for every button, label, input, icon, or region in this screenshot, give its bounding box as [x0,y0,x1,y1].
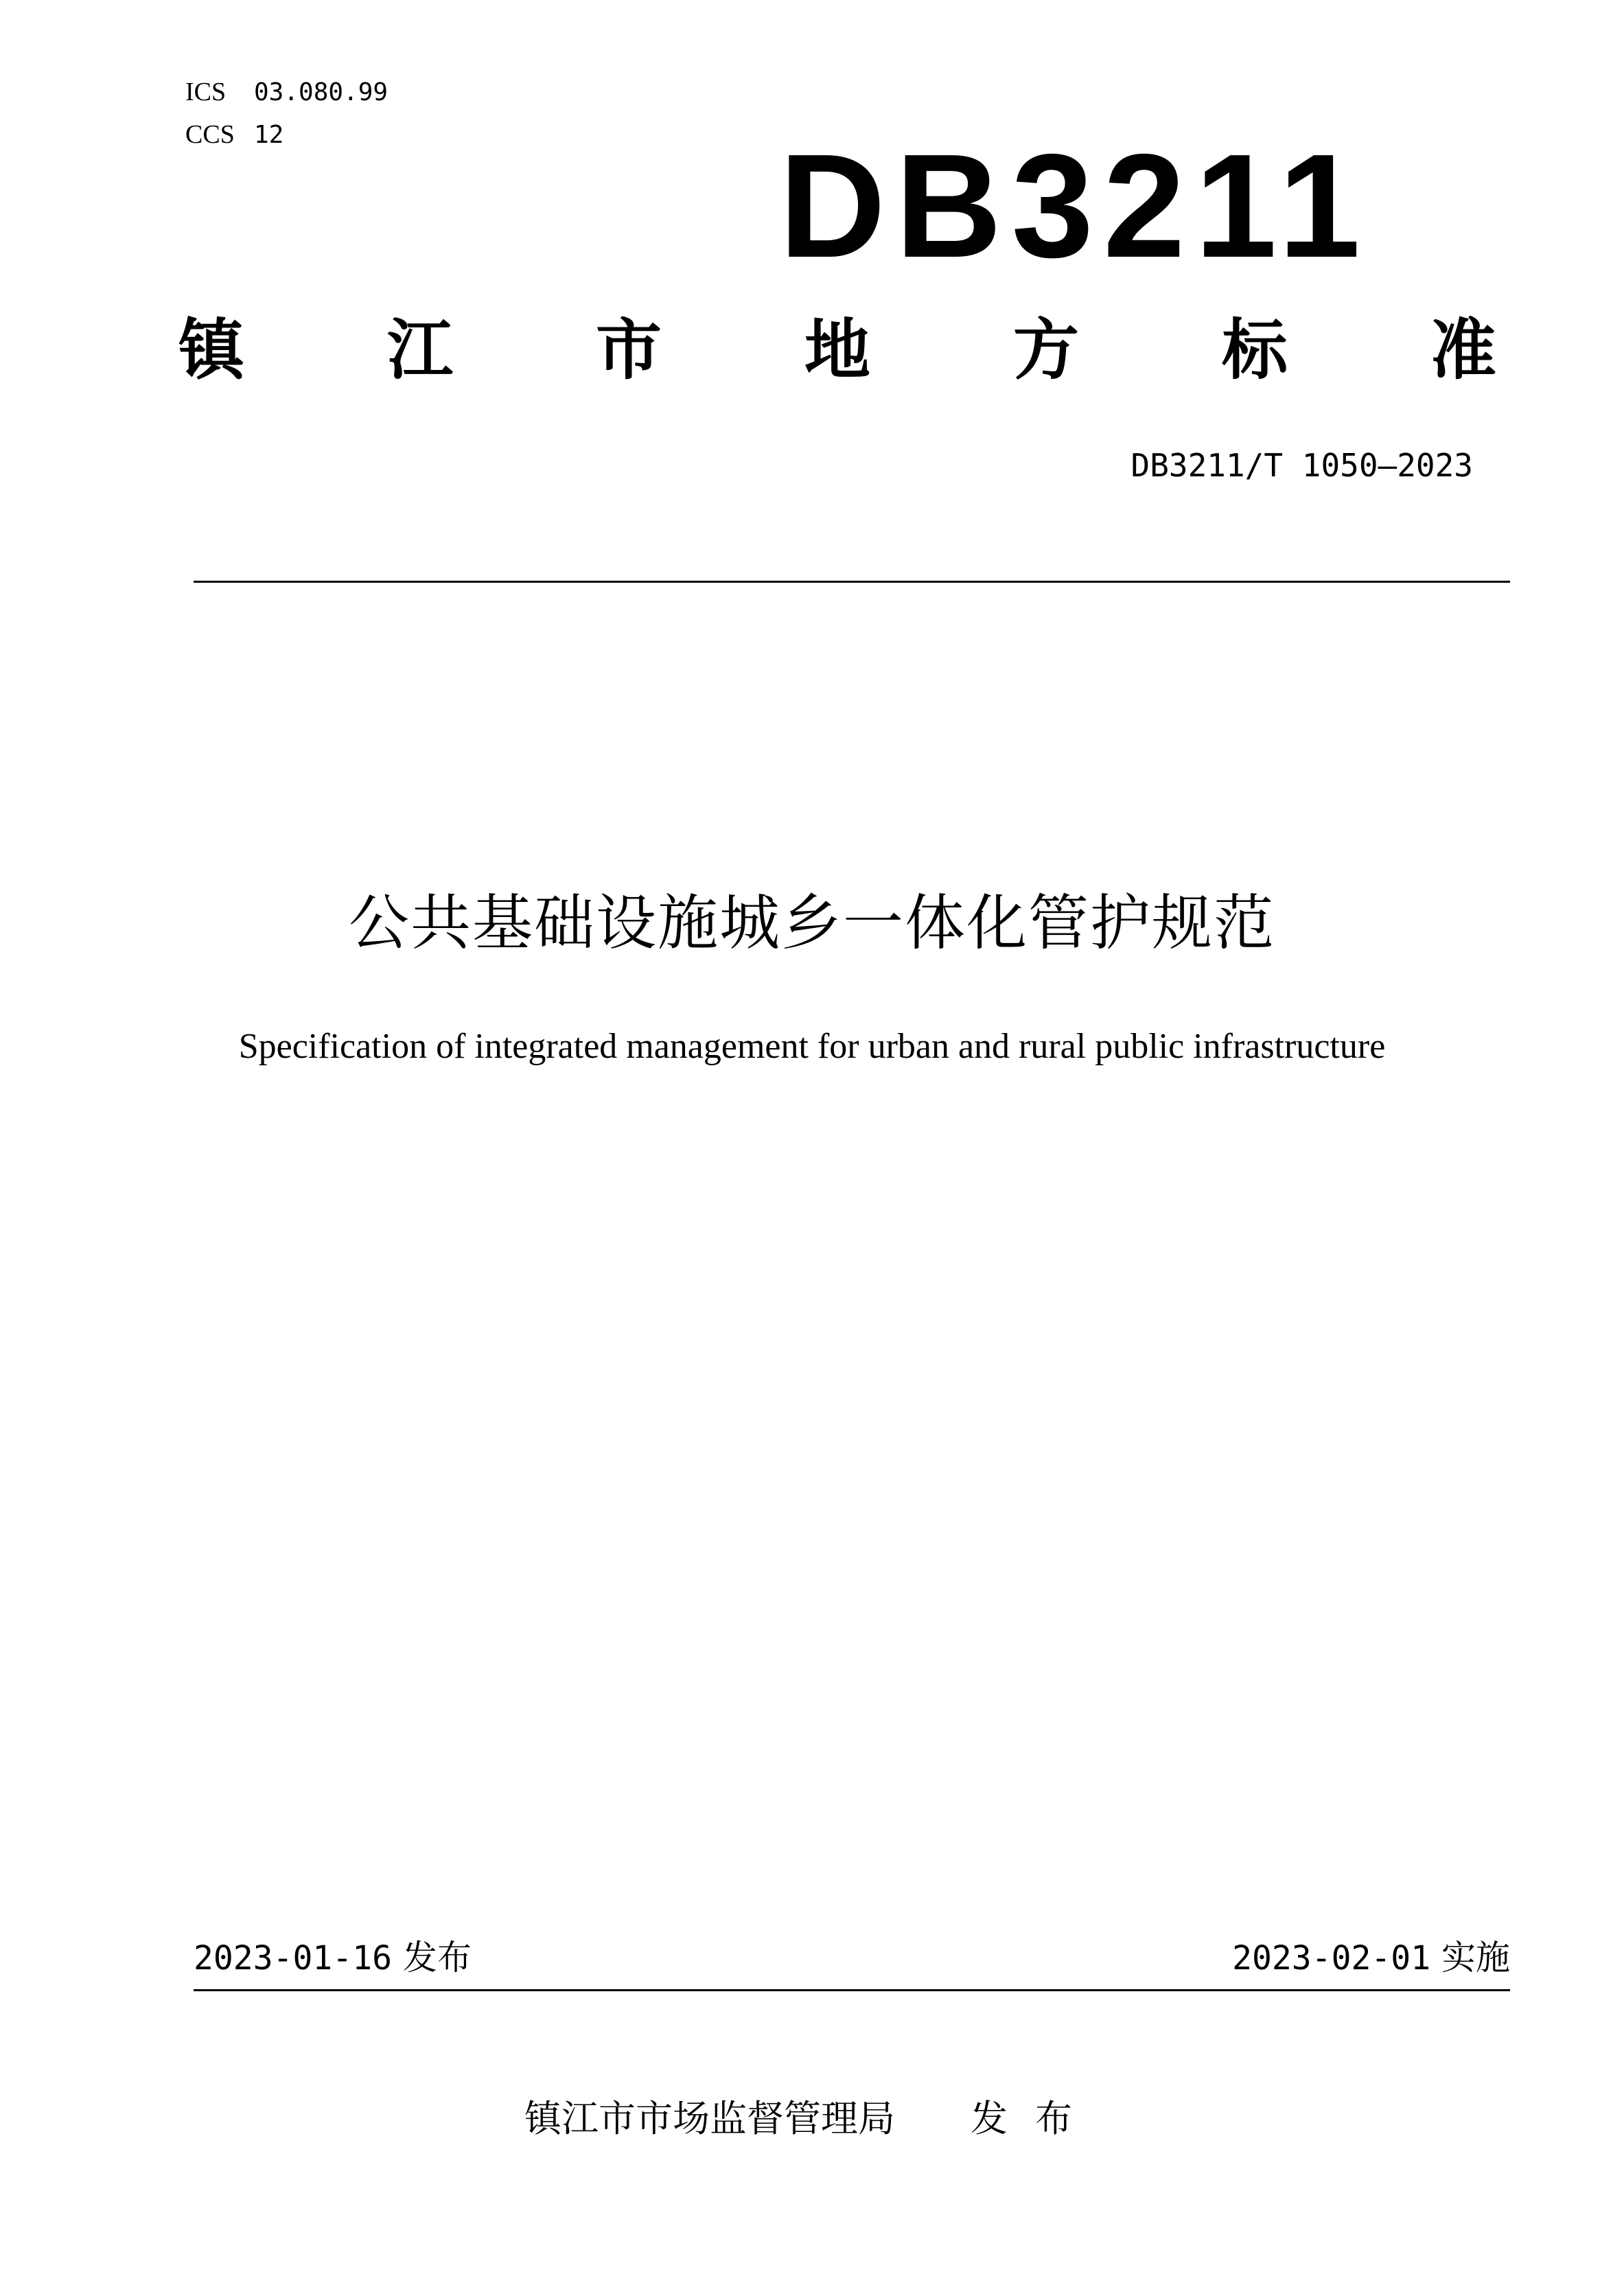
standard-type-char: 江 [387,312,453,389]
standard-type-char: 镇 [178,312,244,389]
issue-label: 发布 [402,1938,472,1978]
standard-number: DB3211/T 1050—2023 [1130,447,1473,484]
ccs-value: 12 [254,121,284,149]
issue-date: 2023-01-16 [194,1939,392,1978]
implementation-date: 2023-02-01 [1232,1939,1431,1978]
standard-type-char: 标 [1222,312,1288,389]
ics-value: 03.080.99 [254,78,388,106]
standard-type-char: 地 [804,312,870,389]
issue-date-line [194,1936,472,1980]
ccs-code [185,118,283,152]
standard-type-char: 准 [1430,312,1496,389]
ccs-label: CCS [185,120,235,149]
db-code-mark: DB3211 [779,123,1370,288]
header-divider [194,581,1510,583]
publisher-name: 镇江市市场监督管理局 [524,2097,895,2140]
ics-label: ICS [185,78,227,106]
implementation-date-line [1232,1936,1510,1980]
standard-type-char: 方 [1013,312,1079,389]
publisher-action: 发布 [971,2097,1100,2140]
standard-type [178,309,1496,391]
document-title-cn: 公共基础设施城乡一体化管护规范 [348,888,1275,958]
footer-divider [194,1989,1510,1991]
publisher-line [0,2095,1624,2143]
implementation-label: 实施 [1441,1938,1510,1978]
standard-type-char: 市 [596,312,662,389]
ics-code [185,76,388,109]
document-title-en: Specification of integrated management for urban and rural public infrastructure [238,1027,1386,1066]
